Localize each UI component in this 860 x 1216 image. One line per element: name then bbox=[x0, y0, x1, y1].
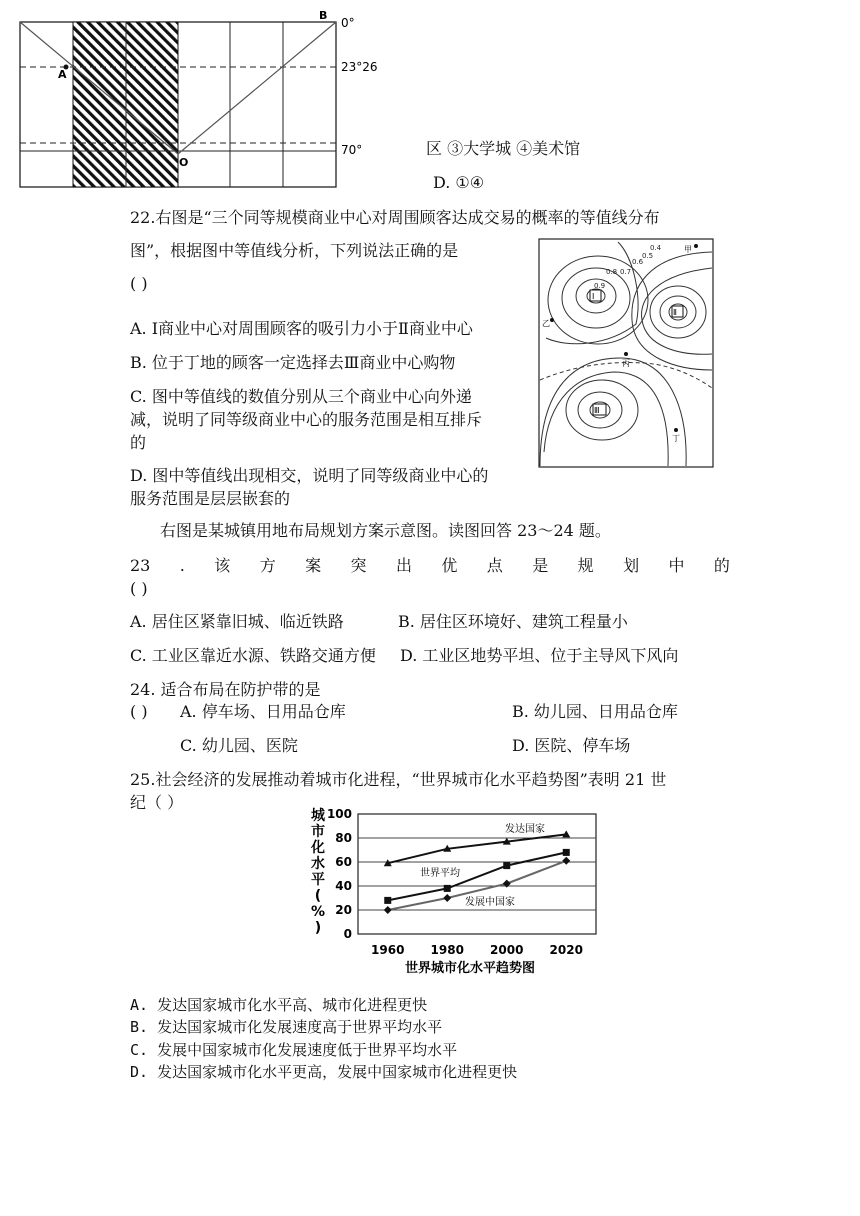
q21-option-d: D. ①④ bbox=[433, 173, 485, 192]
value-08: 0.8 bbox=[606, 268, 618, 276]
place-yi: 乙 bbox=[542, 319, 550, 328]
q23-stem-char: 案 bbox=[305, 556, 322, 575]
x-tick-label: 2020 bbox=[549, 943, 583, 957]
place-ding: 丁 bbox=[672, 434, 680, 443]
lat-label-0: 0° bbox=[341, 16, 355, 30]
q24-option-d: D. 医院、停车场 bbox=[512, 736, 631, 755]
q22-option-d-line2: 服务范围是层层嵌套的 bbox=[130, 489, 291, 508]
q23-stem-char: 23 bbox=[130, 556, 151, 575]
q23-stem-char: 方 bbox=[259, 556, 276, 575]
q22-option-d-line1: D. 图中等值线出现相交，说明了同等级商业中心的 bbox=[130, 466, 489, 485]
q25-stem-line1: 25.社会经济的发展推动着城市化进程，“世界城市化水平趋势图”表明 21 世 bbox=[130, 770, 667, 789]
data-point bbox=[503, 862, 510, 869]
q25-option-c: C. 发展中国家城市化发展速度低于世界平均水平 bbox=[130, 1041, 458, 1059]
q23-option-a: A. 居住区紧靠旧城、临近铁路 bbox=[130, 612, 344, 631]
data-point bbox=[562, 857, 570, 865]
data-point bbox=[384, 897, 391, 904]
value-06: 0.6 bbox=[632, 258, 644, 266]
y-tick-label: 40 bbox=[335, 879, 352, 893]
y-tick-label: 60 bbox=[335, 855, 352, 869]
q23-stem-char: 突 bbox=[350, 556, 367, 575]
data-point bbox=[563, 849, 570, 856]
y-label-char: % bbox=[310, 904, 326, 920]
sunlight-latitude-diagram bbox=[18, 4, 418, 194]
y-label-char: 平 bbox=[311, 872, 325, 888]
urbanization-trend-chart bbox=[300, 806, 620, 978]
q23-stem-char: 该 bbox=[214, 556, 231, 575]
q23-stem-char: 规 bbox=[577, 556, 594, 575]
center-1: Ⅰ bbox=[592, 292, 595, 301]
center-2: Ⅱ bbox=[673, 308, 677, 317]
q21-options-tail: 区 ③大学城 ④美术馆 bbox=[426, 139, 581, 158]
q24-answer-paren: ( ) bbox=[130, 702, 148, 721]
series-label: 发达国家 bbox=[505, 824, 545, 835]
value-04: 0.4 bbox=[650, 244, 662, 252]
data-point bbox=[443, 894, 451, 902]
chart-ylabel bbox=[310, 807, 326, 936]
q22-stem-line1: 22.右图是“三个同等规模商业中心对周围顾客达成交易的概率的等值线分布 bbox=[130, 208, 660, 227]
q23-option-b: B. 居住区环境好、建筑工程量小 bbox=[398, 612, 628, 631]
y-label-char: 水 bbox=[311, 856, 325, 872]
data-point bbox=[444, 885, 451, 892]
y-tick-label: 80 bbox=[335, 831, 352, 845]
q23-stem-char: 点 bbox=[486, 556, 503, 575]
intro-23-24: 右图是某城镇用地布局规划方案示意图。读图回答 23～24 题。 bbox=[160, 521, 611, 540]
y-label-char: 市 bbox=[311, 824, 325, 840]
y-label-char: 城 bbox=[311, 808, 325, 824]
q22-answer-paren: ( ) bbox=[130, 274, 148, 293]
q23-stem bbox=[130, 555, 730, 577]
center-3: Ⅲ bbox=[594, 406, 600, 415]
q23-answer-paren: ( ) bbox=[130, 579, 148, 598]
chart-title: 世界城市化水平趋势图 bbox=[404, 961, 536, 976]
series-label: 世界平均 bbox=[420, 868, 460, 879]
lat-label-70: 70° bbox=[341, 143, 363, 157]
q24-stem: 24. 适合布局在防护带的是 bbox=[130, 680, 321, 699]
q24-option-c: C. 幼儿园、医院 bbox=[180, 736, 298, 755]
place-bing: 丙 bbox=[622, 359, 630, 368]
q25-option-a: A. 发达国家城市化水平高、城市化进程更快 bbox=[130, 996, 428, 1014]
y-tick-label: 20 bbox=[335, 903, 352, 917]
label-a: A bbox=[58, 68, 67, 81]
label-b: B bbox=[319, 9, 328, 22]
q23-stem-char: . bbox=[179, 556, 185, 575]
y-label-char: ) bbox=[314, 920, 322, 936]
y-tick-label: 0 bbox=[343, 927, 352, 941]
series-line bbox=[388, 852, 567, 900]
q23-stem-char: 的 bbox=[713, 556, 730, 575]
x-tick-label: 2000 bbox=[490, 943, 524, 957]
q23-stem-char: 中 bbox=[668, 556, 685, 575]
series-label: 发展中国家 bbox=[465, 897, 515, 908]
q23-stem-char: 划 bbox=[623, 556, 640, 575]
commerce-center-contour-map bbox=[538, 238, 714, 468]
q22-option-c-line2: 减，说明了同等级商业中心的服务范围是相互排斥 bbox=[130, 410, 483, 429]
y-label-char: 化 bbox=[311, 840, 325, 856]
q23-stem-char: 是 bbox=[532, 556, 549, 575]
y-tick-label: 100 bbox=[326, 807, 352, 821]
plot-frame bbox=[358, 814, 596, 934]
data-point bbox=[384, 906, 392, 914]
x-tick-label: 1960 bbox=[371, 943, 405, 957]
place-jia: 甲 bbox=[684, 245, 692, 254]
label-o: O bbox=[179, 156, 189, 169]
q22-option-a: A. Ⅰ商业中心对周围顾客的吸引力小于Ⅱ商业中心 bbox=[130, 319, 473, 338]
q23-stem-char: 优 bbox=[441, 556, 458, 575]
y-label-char: ( bbox=[314, 888, 322, 904]
q23-option-c: C. 工业区靠近水源、铁路交通方便 bbox=[130, 646, 376, 665]
value-09: 0.9 bbox=[594, 282, 606, 290]
q25-stem-line2: 纪（ ） bbox=[130, 793, 184, 812]
q23-stem-char: 出 bbox=[395, 556, 412, 575]
q22-option-b: B. 位于丁地的顾客一定选择去Ⅲ商业中心购物 bbox=[130, 353, 456, 372]
q22-stem-line2: 图”，根据图中等值线分析，下列说法正确的是 bbox=[130, 241, 459, 260]
value-07: 0.7 bbox=[620, 268, 632, 276]
lat-label-23: 23°26 bbox=[341, 60, 378, 74]
q22-option-c-line3: 的 bbox=[130, 433, 147, 452]
q24-option-b: B. 幼儿园、日用品仓库 bbox=[512, 702, 678, 721]
q25-option-b: B. 发达国家城市化发展速度高于世界平均水平 bbox=[130, 1018, 443, 1036]
q24-option-a: A. 停车场、日用品仓库 bbox=[180, 702, 346, 721]
x-tick-label: 1980 bbox=[430, 943, 464, 957]
q23-option-d: D. 工业区地势平坦、位于主导风下风向 bbox=[400, 646, 679, 665]
q22-option-c-line1: C. 图中等值线的数值分别从三个商业中心向外递 bbox=[130, 387, 472, 406]
value-05: 0.5 bbox=[642, 252, 654, 260]
q25-option-d: D. 发达国家城市化水平更高，发展中国家城市化进程更快 bbox=[130, 1063, 518, 1081]
